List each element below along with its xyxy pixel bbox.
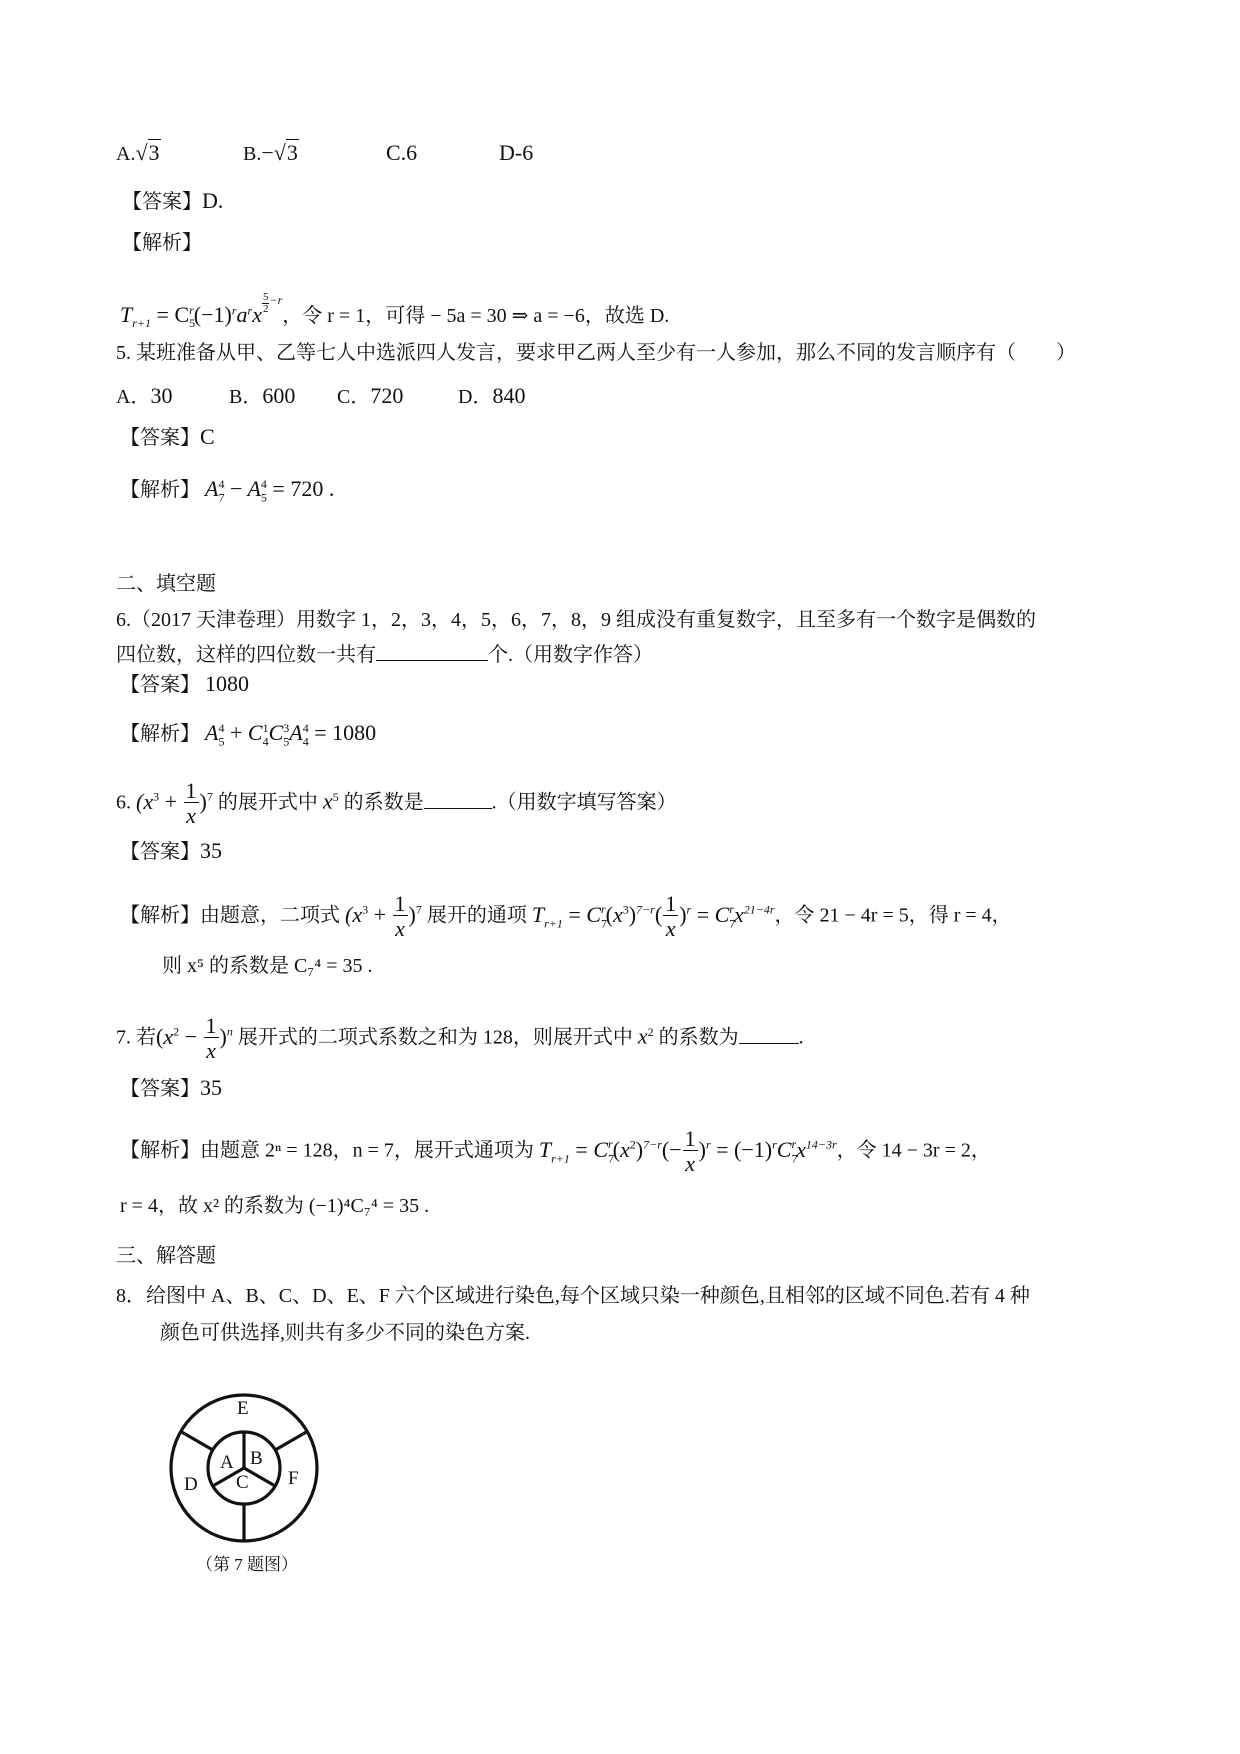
sub-r-plus-1: r+1: [132, 316, 152, 330]
section-3-title: [116, 1243, 216, 1269]
coloring-diagram: [164, 1388, 324, 1548]
q4-option-d: [499, 140, 533, 167]
q4-option-a: [116, 140, 238, 167]
q6b-answer: [120, 838, 222, 865]
question-stem: 8．给图中 A、B、C、D、E、F 六个区域进行染色,每个区域只染一种颜色,且相邻的区域不同色.若有 4 种: [116, 1285, 1030, 1307]
analysis-text: ，令 14 − 3r = 2，: [836, 1139, 991, 1162]
analysis-tag: 【解析】: [120, 723, 200, 745]
region-label-f: F: [288, 1468, 299, 1489]
stem-text: 四位数，这样的四位数一共有: [116, 644, 376, 666]
question-stem: 5. 某班准备从甲、乙等七人中选派四人发言，要求甲乙两人至少有一人参加，那么不同的发言顺序有（ ）: [116, 342, 1076, 364]
answer-blank[interactable]: [424, 788, 492, 809]
stem-text: 的展开式中: [212, 791, 323, 814]
analysis-text: 展开的通项: [421, 904, 532, 927]
pow: 5: [332, 789, 339, 804]
q5-options: [116, 383, 525, 410]
pow: 3: [153, 789, 160, 804]
binomial-expression: ($x^3$ + $\frac{1}{x}$ )$^7$: [345, 891, 422, 941]
analysis-formula: $A_7^4 - A_5^4 = 720$ .: [205, 476, 335, 505]
question-number: 6.: [116, 791, 131, 814]
q4-options: [116, 140, 533, 167]
general-term: $T_{r+1} = C_7^r(x^3)^{7-r}$( $\frac{1}{x}$ )$^r = C_7^rx^{21-4r}$: [531, 891, 775, 941]
pow: 2: [647, 1024, 654, 1039]
stem-text: 的系数为: [653, 1026, 739, 1049]
option-label: B.: [243, 143, 262, 165]
stem-text: 若: [136, 1026, 156, 1049]
expr-close: ): [199, 788, 207, 814]
answer-tag: 【答案】: [120, 674, 200, 696]
question-stem: 颜色可供选择,则共有多少不同的染色方案.: [160, 1322, 530, 1344]
sqrt-3: √3: [135, 140, 160, 165]
option-value: 840: [492, 383, 526, 408]
q4-analysis-tag: [122, 230, 202, 256]
term-T: T: [120, 302, 133, 327]
q8-stem-line2: [160, 1320, 530, 1346]
c-sub: 5: [189, 316, 196, 330]
q6a-stem-line2: [116, 640, 653, 668]
q4-answer: [122, 188, 223, 215]
analysis-text: ，令 r = 1，可得 − 5a = 30 ⇒ a = −6，故选 D.: [282, 305, 670, 327]
q6b-analysis-line2: [106, 953, 373, 979]
region-label-b: B: [250, 1448, 263, 1469]
analysis-tag: 【解析】: [120, 479, 200, 501]
eq: = C: [151, 302, 190, 327]
exp-tail: −r: [269, 293, 283, 307]
q5-option-b: [229, 383, 337, 410]
option-label: A．: [116, 386, 151, 408]
option-label: B．: [229, 386, 263, 408]
option-label: C.6: [386, 140, 418, 165]
c-sup: r: [189, 303, 194, 318]
sup-r: r: [231, 303, 237, 318]
q6a-analysis: [120, 720, 376, 747]
answer-blank[interactable]: [739, 1023, 799, 1044]
answer-value: 35: [200, 838, 222, 863]
option-value: 600: [262, 383, 296, 408]
option-label: C．: [337, 386, 371, 408]
region-label-a: A: [220, 1452, 234, 1473]
frac-den: x: [186, 803, 196, 828]
analysis-tag: 【解析】: [120, 904, 200, 927]
option-label: D．: [458, 386, 493, 408]
frac-num: 1: [185, 778, 197, 803]
outer-pow: 7: [206, 789, 213, 804]
question-number: 7.: [116, 1026, 131, 1049]
q6b-stem: [116, 780, 677, 827]
q7-analysis-line2: [120, 1193, 429, 1219]
general-term: $T_{r+1} = C_7^r(x^2)^{7-r}(-$ $\frac{1}{x}$ )$^r = (-1)^rC_7^rx^{14-3r}$: [538, 1126, 837, 1176]
q6a-stem-line1: [116, 607, 1036, 633]
section-title: 三、解答题: [116, 1245, 216, 1267]
option-value: 720: [370, 383, 404, 408]
region-label-d: D: [184, 1474, 198, 1495]
analysis-tag: 【解析】: [120, 1139, 200, 1162]
stem-text: 的系数是: [338, 791, 424, 814]
answer-tag: 【答案】: [120, 427, 200, 449]
var-x: x: [322, 788, 333, 814]
analysis-text: 由题意 2ⁿ = 128，n = 7，展开式通项为: [200, 1139, 539, 1162]
neg-one: (−1): [193, 302, 232, 327]
answer-tag: 【答案】: [120, 841, 200, 863]
var-x: x: [252, 302, 262, 327]
stem-text: 展开式的二项式系数之和为 128，则展开式中: [232, 1026, 638, 1049]
q4-option-b: [243, 140, 381, 167]
analysis-formula: $A_5^4 + C_4^1C_5^3A_4^4 = 1080$: [205, 720, 377, 749]
option-label: D-6: [499, 140, 534, 165]
sup-r: r: [247, 303, 253, 318]
q4-analysis-formula: [120, 292, 669, 329]
q5-answer: [120, 424, 215, 451]
answer-value: C: [200, 424, 215, 449]
region-label-e: E: [237, 1398, 249, 1419]
option-value: 30: [150, 383, 173, 408]
analysis-text: r = 4，故 x² 的系数为 (−1)⁴C₇⁴ = 35 .: [120, 1195, 430, 1217]
answer-value: 35: [200, 1075, 222, 1100]
exp-num: 5: [262, 291, 269, 303]
stem-text: .: [798, 1026, 804, 1049]
q7-analysis-line1: [120, 1128, 991, 1175]
analysis-text: 则 x⁵ 的系数是 C₇⁴ = 35 .: [162, 955, 373, 977]
expr-open: (x: [136, 788, 154, 814]
stem-text: 个.（用数字作答）: [488, 644, 653, 666]
var-a: a: [236, 302, 248, 327]
q7-stem: [116, 1015, 804, 1062]
exp-den: 2: [262, 303, 269, 315]
analysis-text: 由题意，二项式: [200, 904, 345, 927]
q5-option-a: [116, 383, 229, 410]
q5-stem: [116, 340, 1076, 366]
option-label: A.: [116, 143, 136, 165]
q5-option-d: [458, 383, 525, 410]
answer-value: 1080: [205, 671, 249, 696]
q5-analysis: [120, 476, 334, 503]
neg-sqrt-3: −√3: [261, 140, 298, 165]
answer-tag: 【答案】: [122, 191, 202, 213]
stem-text: .（用数字填写答案）: [491, 791, 677, 814]
answer-value: D.: [202, 188, 224, 213]
section-title: 二、填空题: [116, 573, 216, 595]
var-x: x: [637, 1023, 648, 1049]
fraction-1-over-x: [184, 780, 199, 827]
answer-blank[interactable]: [376, 640, 488, 661]
analysis-tag: 【解析】: [122, 232, 202, 254]
question-stem: 6.（2017 天津卷理）用数字 1，2，3，4，5，6，7，8，9 组成没有重复数字，且至多有一个数字是偶数的: [116, 609, 1036, 631]
q6b-analysis-line1: [120, 893, 1012, 940]
region-label-c: C: [236, 1472, 249, 1493]
section-2-title: [116, 571, 216, 597]
figure-caption: （第 7 题图）: [196, 1555, 298, 1574]
answer-tag: 【答案】: [120, 1078, 200, 1100]
q8-stem-line1: [116, 1283, 1030, 1309]
q5-option-c: [337, 383, 458, 410]
q4-option-c: [386, 140, 494, 167]
q6a-answer: [120, 671, 249, 698]
binomial-expression: ($x^2$ − $\frac{1}{x}$ )$^n$: [156, 1013, 233, 1063]
expression: [136, 778, 213, 828]
analysis-text: ，令 21 − 4r = 5，得 r = 4，: [774, 904, 1012, 927]
q7-answer: [120, 1075, 222, 1102]
plus: +: [159, 788, 183, 814]
